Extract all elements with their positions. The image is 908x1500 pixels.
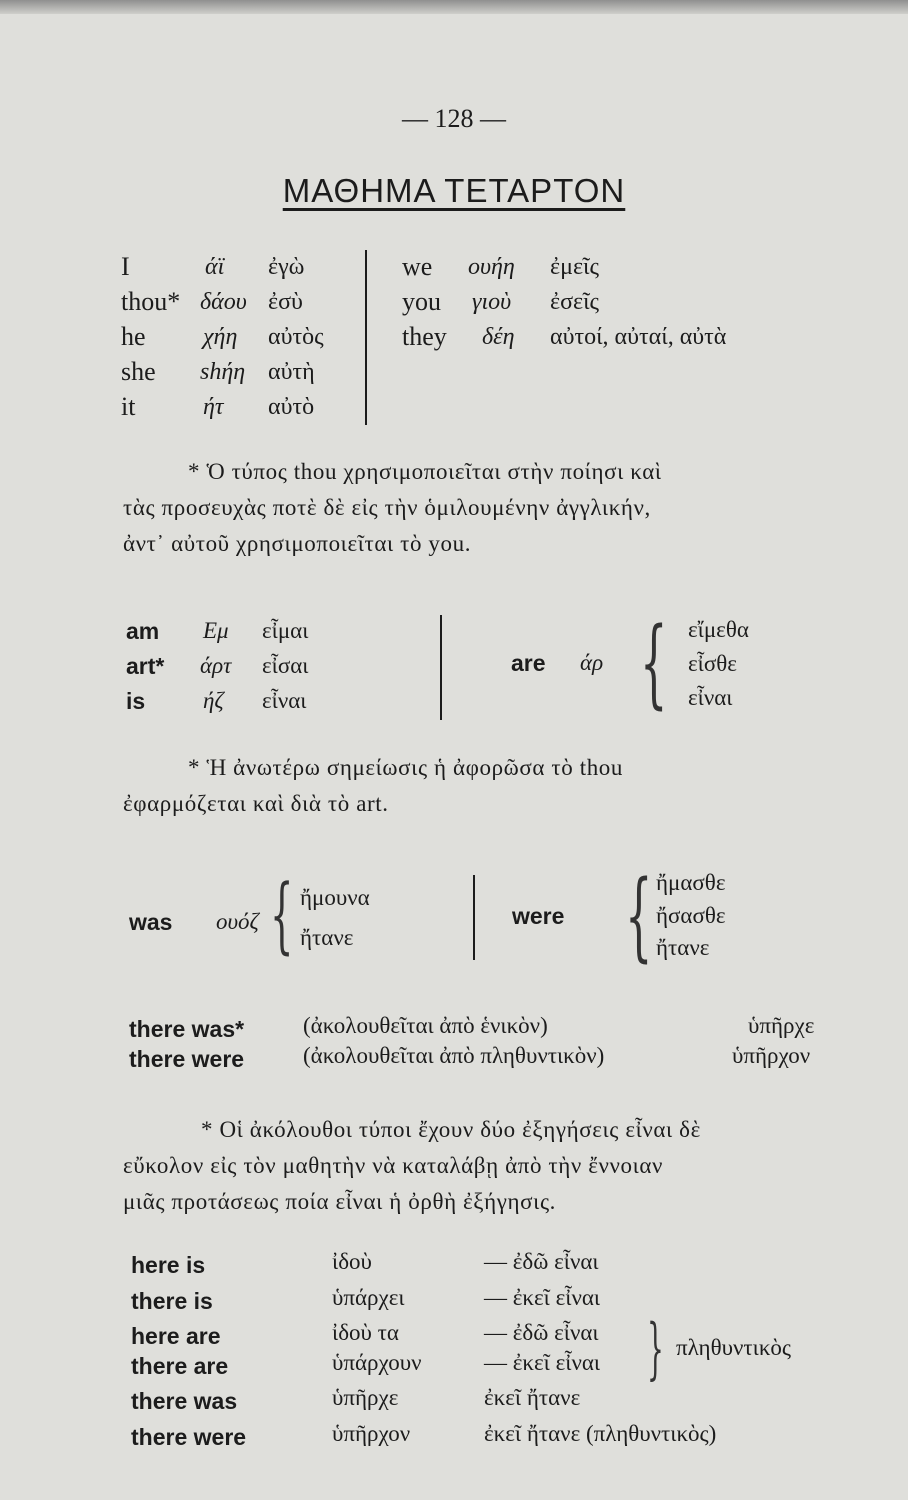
expr-gr: ὑπάρχει bbox=[332, 1285, 405, 1310]
pronoun-pron: ήτ bbox=[203, 394, 224, 420]
pronoun-pron: άϊ bbox=[205, 254, 225, 280]
verb-pron: άρτ bbox=[200, 653, 232, 678]
page-top-edge bbox=[0, 0, 908, 14]
note-line: * Οἱ ἀκόλουθοι τύποι ἔχουν δύο ἐξηγήσεις εἶναι δὲ bbox=[201, 1117, 701, 1142]
pronoun-en: she bbox=[121, 357, 156, 386]
note-line: τὰς προσευχὰς ποτὲ δὲ εἰς τὴν ὁμιλουμένην ἀγγλικήν, bbox=[123, 495, 651, 520]
verb-en: is bbox=[126, 688, 146, 714]
verb-gr: ἤμασθε bbox=[656, 870, 726, 895]
expr-gr: ἰδοὺ τα bbox=[332, 1320, 399, 1345]
verb-en: am bbox=[126, 618, 160, 644]
pronoun-en: thou* bbox=[121, 287, 181, 316]
phrase-en: there were bbox=[129, 1046, 245, 1072]
pronoun-gr: αὐτοί, αὐταί, αὐτὰ bbox=[550, 324, 727, 350]
verb-gr: εἶσθε bbox=[688, 651, 737, 676]
left-brace: { bbox=[640, 607, 668, 719]
note-explain bbox=[123, 1112, 828, 1220]
table-divider bbox=[365, 250, 367, 425]
phrase-note: (ἀκολουθεῖται ἀπὸ πληθυντικὸν) bbox=[303, 1043, 605, 1068]
expr-alt: — ἐδῶ εἶναι bbox=[484, 1320, 599, 1345]
verb-gr: εἴμεθα bbox=[688, 617, 749, 642]
verb-en: were bbox=[512, 903, 565, 929]
phrase-gr: ὑπῆρχον bbox=[732, 1043, 811, 1068]
expr-en: there were bbox=[131, 1424, 247, 1450]
expr-en: there are bbox=[131, 1353, 229, 1379]
verb-gr: ἤτανε bbox=[300, 925, 354, 950]
verb-gr: εἶναι bbox=[688, 685, 733, 710]
note-line: εὔκολον εἰς τὸν μαθητὴν νὰ καταλάβῃ ἀπὸ τὴν ἔννοιαν bbox=[123, 1153, 664, 1178]
verb-pron: ήζ bbox=[203, 688, 224, 713]
expr-gr: ὑπῆρχε bbox=[332, 1385, 399, 1410]
expr-en: there was bbox=[131, 1388, 238, 1414]
pronoun-en: I bbox=[121, 252, 130, 281]
pronoun-gr: ἐμεῖς bbox=[550, 254, 599, 280]
verb-en: are bbox=[511, 650, 546, 676]
pronoun-gr: ἐσεῖς bbox=[550, 289, 600, 315]
page-number: — 128 — bbox=[402, 104, 506, 133]
pronoun-gr: αὐτὸ bbox=[268, 394, 315, 420]
table-divider bbox=[473, 875, 475, 960]
expr-alt: — ἐδῶ εἶναι bbox=[484, 1249, 599, 1274]
verb-pron: Εμ bbox=[203, 618, 229, 643]
expr-en: here is bbox=[131, 1252, 206, 1278]
pronoun-gr: αὐτὴ bbox=[268, 359, 315, 385]
note-line: ἀντ᾽ αὐτοῦ χρησιμοποιεῖται τὸ you. bbox=[123, 531, 472, 556]
verb-gr: εἶναι bbox=[262, 688, 307, 713]
pronoun-gr: αὐτὸς bbox=[268, 324, 324, 350]
verb-pron: άρ bbox=[580, 650, 604, 675]
note-line: * Ὁ τύπος thou χρησιμοποιεῖται στὴν ποίησι καὶ bbox=[188, 459, 662, 484]
pronoun-en: he bbox=[121, 322, 146, 351]
note-thou bbox=[123, 454, 828, 562]
expr-alt: ἐκεῖ ἤτανε bbox=[484, 1385, 581, 1410]
verb-gr: εἶμαι bbox=[262, 618, 309, 643]
pronoun-pron: ουήη bbox=[468, 254, 515, 280]
table-divider bbox=[440, 615, 442, 720]
phrase-en: there was* bbox=[129, 1016, 245, 1042]
verb-gr: ἤμουνα bbox=[300, 885, 370, 910]
verb-en: was bbox=[129, 909, 173, 935]
note-art bbox=[123, 750, 828, 822]
pronoun-gr: ἐσὺ bbox=[268, 289, 303, 315]
expr-gr: ὑπῆρχον bbox=[332, 1421, 411, 1446]
pronoun-pron: γιοὺ bbox=[472, 289, 512, 315]
phrase-note: (ἀκολουθεῖται ἀπὸ ἑνικὸν) bbox=[303, 1013, 548, 1038]
pronoun-pron: δάου bbox=[200, 289, 247, 315]
expr-gr: ἰδοὺ bbox=[332, 1249, 372, 1274]
verb-gr: εἶσαι bbox=[262, 653, 309, 678]
verb-gr: ἤτανε bbox=[656, 935, 710, 960]
pronoun-en: they bbox=[402, 322, 447, 351]
verb-gr: ἤσασθε bbox=[656, 903, 726, 928]
note-line: ἐφαρμόζεται καὶ διὰ τὸ art. bbox=[123, 791, 389, 816]
expr-en: here are bbox=[131, 1323, 221, 1349]
pronoun-pron: χήη bbox=[203, 324, 238, 350]
pronoun-en: we bbox=[402, 252, 433, 281]
pronoun-en: you bbox=[402, 287, 441, 316]
lesson-title: ΜΑΘΗΜΑ ΤΕΤΑΡΤΟΝ bbox=[282, 172, 626, 209]
left-brace: { bbox=[270, 868, 294, 963]
expr-alt: ἐκεῖ ἤτανε (πληθυντικὸς) bbox=[484, 1421, 717, 1446]
left-brace: { bbox=[625, 860, 653, 972]
phrase-gr: ὑπῆρχε bbox=[748, 1013, 815, 1038]
expr-alt: — ἐκεῖ εἶναι bbox=[484, 1350, 601, 1375]
pronoun-gr: ἐγὼ bbox=[268, 254, 305, 280]
verb-pron: ουόζ bbox=[216, 909, 259, 934]
expr-gr: ὑπάρχουν bbox=[332, 1350, 422, 1375]
pronoun-en: it bbox=[121, 392, 136, 421]
right-brace: } bbox=[647, 1310, 664, 1387]
note-line: * Ἡ ἀνωτέρω σημείωσις ἡ ἀφορῶσα τὸ thou bbox=[188, 755, 624, 780]
verb-en: art* bbox=[126, 653, 165, 679]
expr-en: there is bbox=[131, 1288, 213, 1314]
plural-label: πληθυντικὸς bbox=[676, 1335, 792, 1360]
pronoun-pron: δέη bbox=[482, 324, 515, 350]
note-line: μιᾶς προτάσεως ποία εἶναι ἡ ὀρθὴ ἐξήγησις. bbox=[123, 1189, 557, 1214]
pronoun-pron: shήη bbox=[200, 359, 246, 385]
expr-alt: — ἐκεῖ εἶναι bbox=[484, 1285, 601, 1310]
